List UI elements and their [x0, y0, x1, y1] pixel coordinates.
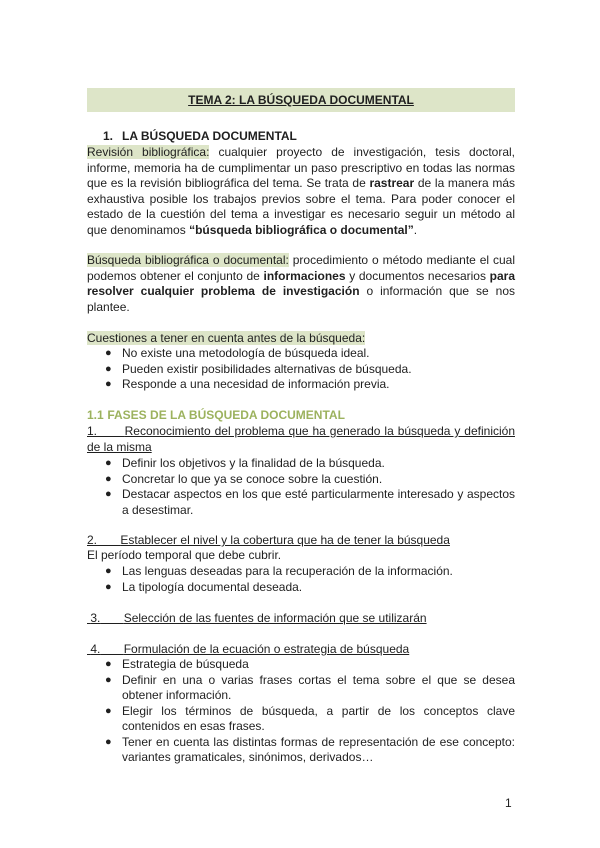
bold-text: para resolver cualquier problema de investigación — [87, 268, 515, 298]
list-item-text: Estrategia de búsqueda — [122, 657, 249, 671]
phase-number: 2. — [87, 533, 98, 547]
paragraph-text: procedimiento o método mediante el cual podemos obtener el conjunto de — [87, 253, 515, 283]
phase-title: Selección de las fuentes de información que se utilizarán — [123, 611, 427, 625]
list-item-text: Las lenguas deseadas para la recuperación de la información. — [122, 564, 453, 578]
phase-4-list — [87, 657, 515, 766]
phase-2-intro: El período temporal que debe cubrir. — [87, 548, 282, 562]
list-item — [87, 472, 515, 488]
phase-number: 1. — [87, 424, 98, 438]
bold-text: “búsqueda bibliográfica o documental” — [189, 222, 414, 237]
paragraph-text: o información que se nos plantee. — [87, 284, 515, 314]
bullet-icon: ● — [105, 580, 112, 593]
term-highlight: Revisión bibliográfica: — [87, 145, 210, 159]
phase-title: Formulación de la ecuación o estrategia de búsqueda — [123, 642, 410, 656]
phase-title: Reconocimiento del problema que ha generado la búsqueda y definición de la misma — [87, 424, 515, 454]
bullet-icon: ● — [105, 565, 112, 577]
bullet-icon: ● — [105, 658, 112, 670]
phase-3-title — [87, 611, 515, 627]
bullet-icon: ● — [105, 488, 112, 500]
list-item — [87, 377, 515, 393]
bullet-icon: ● — [105, 347, 112, 359]
term-highlight: Búsqueda bibliográfica o documental: — [87, 253, 289, 267]
paragraph-busqueda-bibliografica — [87, 253, 515, 315]
phase-number: 4. — [90, 642, 101, 656]
bullet-icon: ● — [105, 735, 112, 748]
list-item-text: Definir los objetivos y la finalidad de la búsqueda. — [122, 456, 385, 470]
list-item — [87, 456, 515, 472]
list-item-text: Responde a una necesidad de información previa. — [122, 377, 390, 391]
list-item-text: Pueden existir posibilidades alternativas de búsqueda. — [122, 361, 412, 376]
questions-heading-text: Cuestiones a tener en cuenta antes de la búsqueda: — [87, 331, 366, 345]
paragraph-text: y documentos necesarios — [345, 268, 490, 283]
list-item-text: La tipología documental deseada. — [122, 579, 303, 594]
list-item — [87, 564, 515, 580]
bold-text: rastrear — [369, 176, 415, 190]
section-number: 1. — [103, 129, 114, 143]
list-item — [87, 673, 515, 704]
bullet-icon: ● — [105, 378, 112, 390]
bold-text: informaciones — [263, 268, 346, 283]
bullet-icon: ● — [105, 472, 112, 485]
list-item-text: No existe una metodología de búsqueda ideal. — [122, 346, 370, 360]
phase-2-list — [87, 564, 515, 595]
list-item-text: Elegir los términos de búsqueda, a partir de los conceptos clave contenidos en esas frases. — [122, 703, 515, 733]
subsection-number: 1.1 — [87, 408, 104, 422]
paragraph-revision-bibliografica — [87, 145, 515, 238]
questions-list — [87, 346, 515, 393]
list-item — [87, 346, 515, 362]
paragraph-text: . — [413, 222, 418, 237]
bullet-icon: ● — [105, 362, 112, 375]
bullet-icon: ● — [105, 673, 112, 686]
phase-number: 3. — [90, 611, 101, 625]
list-item-text: Destacar aspectos en los que esté particularmente interesado y aspectos a desestimar. — [122, 487, 515, 517]
list-item-text: Concretar lo que ya se conoce sobre la cuestión. — [122, 471, 383, 486]
bullet-icon: ● — [105, 704, 112, 717]
list-item — [87, 735, 515, 766]
paragraph-text: cualquier proyecto de investigación, tesis doctoral, informe, memoria ha de cumplimentar un paso prescriptivo en todas las normas que es la revisión bibliográfica del tema. Se trata de — [87, 145, 516, 190]
page-number: 1 — [505, 796, 512, 810]
subsection-heading — [87, 408, 345, 422]
list-item-text: Tener en cuenta las distintas formas de representación de ese concepto: variantes gramaticales, sinónimos, derivados… — [122, 734, 515, 764]
list-item — [87, 704, 515, 735]
subsection-title: FASES DE LA BÚSQUEDA DOCUMENTAL — [107, 408, 345, 422]
phase-2-title — [87, 533, 515, 549]
phase-1-list — [87, 456, 515, 518]
questions-heading — [87, 331, 515, 347]
paragraph-text: de la manera más exhaustiva posible los trabajos previos sobre el tema. Para poder conocer el estado de la cuestión del tema a investigar es necesario seguir un método al que denominamos — [87, 176, 515, 237]
phase-title: Establecer el nivel y la cobertura que ha de tener la búsqueda — [120, 533, 450, 547]
list-item — [87, 362, 515, 378]
bullet-icon: ● — [105, 457, 112, 469]
list-item — [87, 580, 515, 596]
page-title: TEMA 2: LA BÚSQUEDA DOCUMENTAL — [188, 93, 414, 107]
phase-4-title — [87, 642, 515, 658]
list-item — [87, 487, 515, 518]
section-heading — [103, 129, 297, 143]
phase-1-title — [87, 424, 515, 455]
section-title: LA BÚSQUEDA DOCUMENTAL — [122, 129, 297, 143]
list-item-text: Definir en una o varias frases cortas el tema sobre el que se desea obtener información. — [122, 672, 515, 702]
list-item — [87, 657, 515, 673]
